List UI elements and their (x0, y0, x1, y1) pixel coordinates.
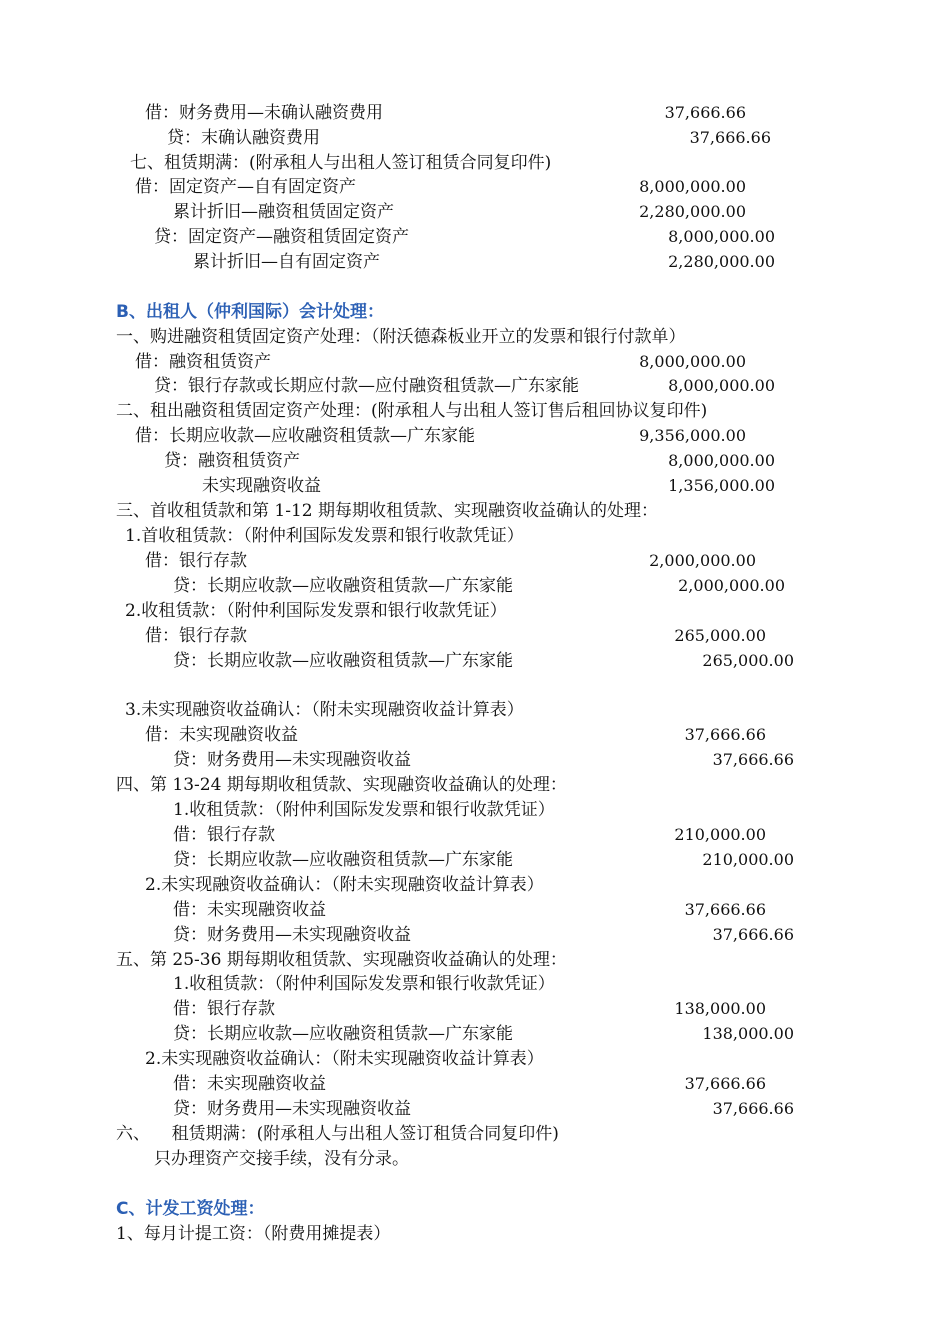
sub-step-heading: 2.未实现融资收益确认：（附未实现融资收益计算表） (145, 875, 544, 895)
step-heading: 一、购进融资租赁固定资产处理：（附沃德森板业开立的发票和银行付款单） (116, 327, 686, 347)
entry-amount: 8,000,000.00 (668, 227, 775, 246)
entry-debit-line: 借：固定资产—自有固定资产 (135, 177, 356, 197)
entry-amount: 37,666.66 (712, 750, 794, 769)
entry-amount: 37,666.66 (712, 925, 794, 944)
entry-amount: 2,280,000.00 (668, 252, 775, 271)
entry-credit-line: 贷：财务费用—未实现融资收益 (173, 1099, 411, 1119)
entry-debit-line: 借：财务费用—未确认融资费用 (145, 103, 383, 123)
entry-credit-line: 贷：财务费用—未实现融资收益 (173, 925, 411, 945)
entry-amount: 37,666.66 (664, 103, 746, 122)
sub-step-heading: 2.收租赁款：（附仲利国际发发票和银行收款凭证） (125, 601, 507, 621)
entry-amount: 37,666.66 (712, 1099, 794, 1118)
entry-debit-line: 累计折旧—融资租赁固定资产 (173, 202, 394, 222)
entry-credit-line: 贷：长期应收款—应收融资租赁款—广东家能 (173, 1024, 513, 1044)
entry-credit-line: 贷：长期应收款—应收融资租赁款—广东家能 (173, 576, 513, 596)
entry-credit-line: 贷：融资租赁资产 (164, 451, 300, 471)
entry-debit-line: 借：未实现融资收益 (173, 1074, 326, 1094)
entry-amount: 265,000.00 (674, 626, 766, 645)
sub-step-heading: 1.收租赁款：（附仲利国际发发票和银行收款凭证） (173, 800, 555, 820)
entry-amount: 8,000,000.00 (639, 177, 746, 196)
step-heading: 五、第 25-36 期每期收租赁款、实现融资收益确认的处理： (116, 950, 567, 970)
entry-amount: 138,000.00 (674, 999, 766, 1018)
sub-step-heading: 1.首收租赁款：（附仲利国际发发票和银行收款凭证） (125, 526, 524, 546)
sub-step-heading: 2.未实现融资收益确认：（附未实现融资收益计算表） (145, 1049, 544, 1069)
entry-credit-line: 贷：长期应收款—应收融资租赁款—广东家能 (173, 651, 513, 671)
entry-amount: 37,666.66 (684, 725, 766, 744)
entry-amount: 9,356,000.00 (639, 426, 746, 445)
entry-debit-line: 借：未实现融资收益 (145, 725, 298, 745)
entry-debit-line: 借：银行存款 (173, 999, 275, 1019)
step-heading: 1、每月计提工资：（附费用摊提表） (116, 1224, 391, 1244)
entry-credit-line: 累计折旧—自有固定资产 (193, 252, 380, 272)
entry-amount: 8,000,000.00 (668, 451, 775, 470)
entry-credit-line: 贷：固定资产—融资租赁固定资产 (154, 227, 409, 247)
entry-debit-line: 借：未实现融资收益 (173, 900, 326, 920)
step-heading: 六、 租赁期满：(附承租人与出租人签订租赁合同复印件) (116, 1124, 559, 1144)
entry-amount: 8,000,000.00 (668, 376, 775, 395)
section-heading: B、出租人（仲利国际）会计处理： (116, 302, 384, 322)
entry-debit-line: 借：银行存款 (145, 626, 247, 646)
entry-credit-line: 贷：末确认融资费用 (167, 128, 320, 148)
entry-amount: 138,000.00 (702, 1024, 794, 1043)
entry-amount: 37,666.66 (684, 1074, 766, 1093)
entry-amount: 1,356,000.00 (668, 476, 775, 495)
step-heading: 七、租赁期满：(附承租人与出租人签订租赁合同复印件) (130, 153, 552, 173)
entry-debit-line: 借：融资租赁资产 (135, 352, 271, 372)
sub-step-heading: 3.未实现融资收益确认：（附未实现融资收益计算表） (125, 700, 524, 720)
entry-credit-line: 贷：银行存款或长期应付款—应付融资租赁款—广东家能 (154, 376, 579, 396)
entry-amount: 210,000.00 (674, 825, 766, 844)
entry-amount: 2,280,000.00 (639, 202, 746, 221)
section-heading: C、计发工资处理： (116, 1199, 265, 1219)
entry-debit-line: 借：长期应收款—应收融资租赁款—广东家能 (135, 426, 475, 446)
step-heading: 二、租出融资租赁固定资产处理：(附承租人与出租人签订售后租回协议复印件) (116, 401, 708, 421)
entry-credit-line: 未实现融资收益 (202, 476, 321, 496)
step-heading: 四、第 13-24 期每期收租赁款、实现融资收益确认的处理： (116, 775, 567, 795)
sub-step-heading: 1.收租赁款：（附仲利国际发发票和银行收款凭证） (173, 974, 555, 994)
entry-amount: 37,666.66 (689, 128, 771, 147)
entry-debit-line: 借：银行存款 (173, 825, 275, 845)
note-text: 只办理资产交接手续，没有分录。 (154, 1149, 409, 1169)
step-heading: 三、首收租赁款和第 1-12 期每期收租赁款、实现融资收益确认的处理： (116, 501, 658, 521)
entry-amount: 2,000,000.00 (649, 551, 756, 570)
entry-debit-line: 借：银行存款 (145, 551, 247, 571)
entry-amount: 265,000.00 (702, 651, 794, 670)
entry-amount: 2,000,000.00 (678, 576, 785, 595)
entry-credit-line: 贷：财务费用—未实现融资收益 (173, 750, 411, 770)
entry-credit-line: 贷：长期应收款—应收融资租赁款—广东家能 (173, 850, 513, 870)
entry-amount: 8,000,000.00 (639, 352, 746, 371)
entry-amount: 37,666.66 (684, 900, 766, 919)
entry-amount: 210,000.00 (702, 850, 794, 869)
